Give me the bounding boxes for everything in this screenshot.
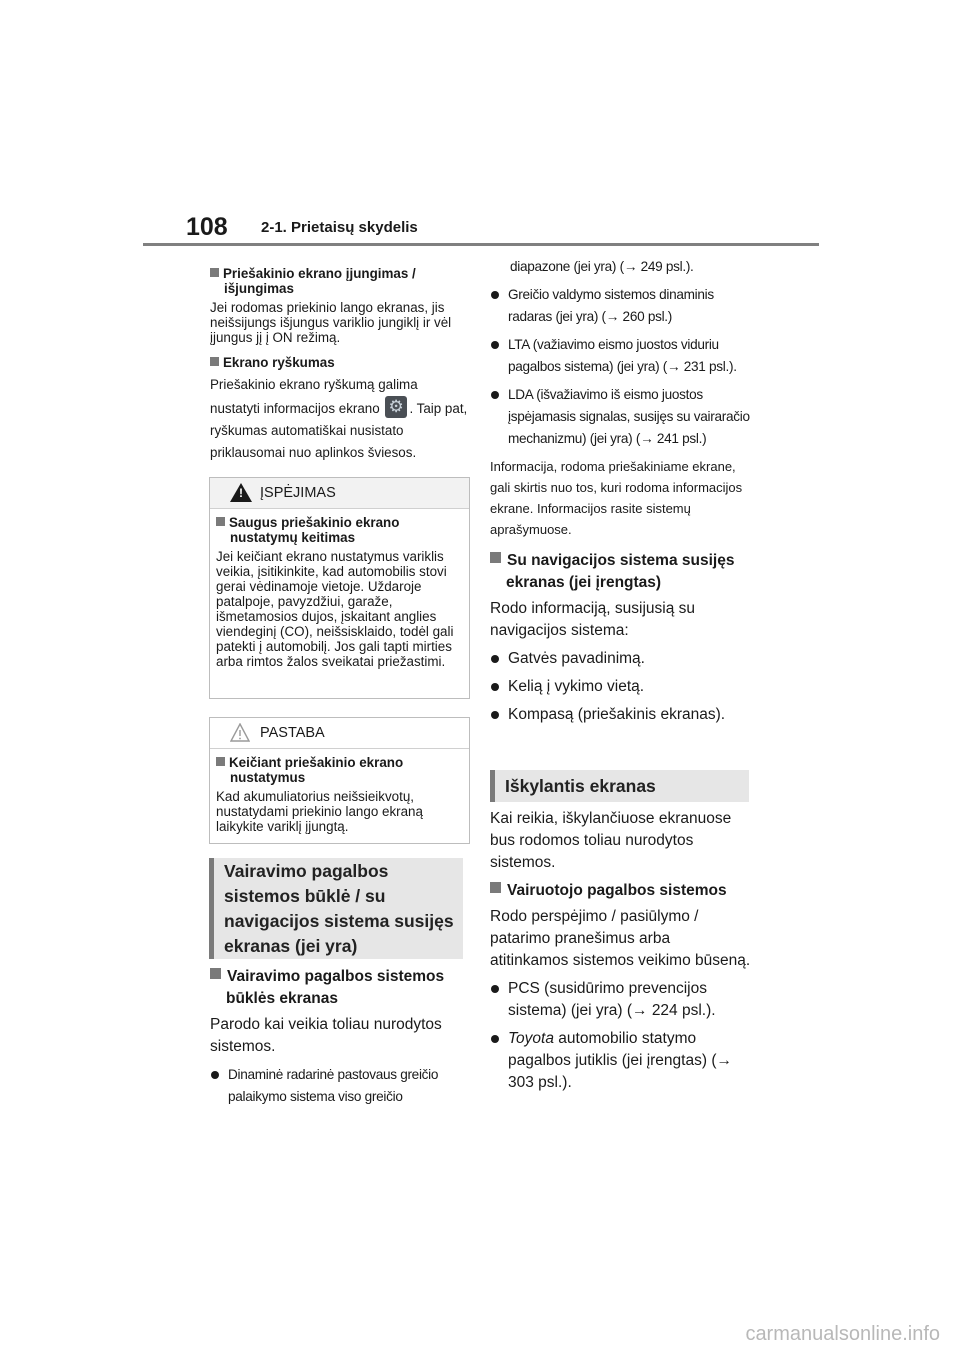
- square-bullet-icon: [216, 517, 225, 526]
- list-item: LTA (važiavimo eismo juostos viduriu pagalbos sistema) (jei yra) (→ 231 psl.).: [490, 334, 752, 378]
- section-text-status: Parodo kai veikia toliau nurodytos sistemos.: [210, 1016, 442, 1055]
- list-item: PCS (susidūrimo prevencijos sistema) (jei yra) (→ 224 psl.).: [490, 978, 752, 1022]
- section-text-driver: Rodo perspėjimo / pasiūlymo / patarimo pranešimus arba atitinkamos sistemos veikimo būseną.: [490, 908, 751, 969]
- section-heading-brightness: Ekrano ryškumas: [210, 355, 470, 370]
- list-item: Greičio valdymo sistemos dinaminis radaras (jei yra) (→ 260 psl.): [490, 284, 752, 328]
- note-title: PASTABA: [260, 725, 325, 741]
- right-column: [490, 256, 752, 732]
- list-item: LDA (išvažiavimo iš eismo juostos įspėjamasis signalas, susijęs su vairaračio mechanizmu) (jei yra) (→ 241 psl.): [490, 384, 752, 450]
- continued-text: diapazone (jei yra) (→ 249 psl.).: [510, 259, 694, 274]
- square-bullet-icon: [490, 882, 501, 893]
- right-lower-column: [490, 808, 752, 1100]
- section-banner-status: Vairavimo pagalbos sistemos būklė / su navigacijos sistema susijęs ekranas (jei yra): [209, 858, 463, 959]
- warning-box-header: [210, 478, 469, 509]
- square-bullet-icon: [490, 552, 501, 563]
- list-item: Toyota automobilio statymo pagalbos jutiklis (jei įrengtas) (→ 303 psl.).: [490, 1028, 752, 1094]
- header-divider: [143, 243, 819, 246]
- section-banner-popup: Iškylantis ekranas: [490, 770, 749, 802]
- warning-box: [209, 477, 470, 699]
- popup-text: Kai reikia, iškylančiuose ekranuose bus rodomos toliau nurodytos sistemos.: [490, 810, 732, 871]
- note-heading: Keičiant priešakinio ekrano nustatymus: [216, 755, 463, 785]
- note-box: [209, 717, 470, 844]
- section-heading-toggle: Priešakinio ekrano įjungimas / išjungimas: [210, 266, 470, 296]
- chapter-title: 2-1. Prietaisų skydelis: [261, 219, 418, 236]
- square-bullet-icon: [216, 757, 225, 766]
- list-item: Kelią į vykimo vietą.: [490, 676, 752, 698]
- note-text: Kad akumuliatorius neišsieikvotų, nustatydami priekinio lango ekraną laikykite variklį įjungtą.: [216, 789, 423, 834]
- list-item: Gatvės pavadinimą.: [490, 648, 752, 670]
- page-number: 108: [186, 213, 228, 241]
- section-text-toggle: Jei rodomas priekinio lango ekranas, jis neišsijungs išjungus variklio jungiklį ir vėl įjungus jį į ON režimą.: [210, 300, 452, 345]
- square-bullet-icon: [210, 357, 219, 366]
- square-bullet-icon: [210, 968, 221, 979]
- warning-triangle-icon: [230, 483, 252, 502]
- gear-icon: [385, 396, 407, 418]
- note-box-header: [210, 718, 469, 749]
- section-heading-driver: Vairuotojo pagalbos sistemos: [490, 880, 752, 902]
- warning-title: ĮSPĖJIMAS: [260, 485, 336, 501]
- warning-text: Jei keičiant ekrano nustatymus variklis veikia, įsitikinkite, kad automobilis stovi gerai vėdinamoje vietoje. Uždaroje patalpoje, pavyzdžiui, garaže, išmetamosios dujos, įskaitant anglies viendeginį (CO), neišsisklaido, todėl gali patekti į automobilį. Jos gali tapti mirties arba rimtos žalos sveikatai priežastimi.: [216, 549, 454, 669]
- section-text-navigation: Rodo informaciją, susijusią su navigacijos sistema:: [490, 600, 696, 639]
- left-column: [210, 266, 470, 474]
- watermark-link[interactable]: carmanualsonline.info: [745, 1323, 940, 1345]
- caution-outline-icon: [230, 723, 250, 743]
- list-item: Dinaminė radarinė pastovaus greičio palaikymo sistema viso greičio: [210, 1064, 472, 1108]
- warning-heading: Saugus priešakinio ekrano nustatymų keitimas: [216, 515, 463, 545]
- list-item: Kompasą (priešakinis ekranas).: [490, 704, 752, 726]
- section-heading-navigation: Su navigacijos sistema susijęs ekranas (jei įrengtas): [490, 550, 752, 594]
- section-heading-status: Vairavimo pagalbos sistemos būklės ekranas: [210, 966, 472, 1010]
- section-text-brightness: Priešakinio ekrano ryškumą galima nustatyti informacijos ekrano ⚙ . Taip pat, ryškumas automatiškai nusistato priklausomai nuo aplinkos šviesos.: [210, 374, 470, 464]
- square-bullet-icon: [210, 268, 219, 277]
- info-note-text: Informacija, rodoma priešakiniame ekrane, gali skirtis nuo tos, kuri rodoma informacijos ekrane. Informacijos rasite sistemų aprašymuose.: [490, 459, 743, 537]
- left-lower-column: [210, 966, 472, 1114]
